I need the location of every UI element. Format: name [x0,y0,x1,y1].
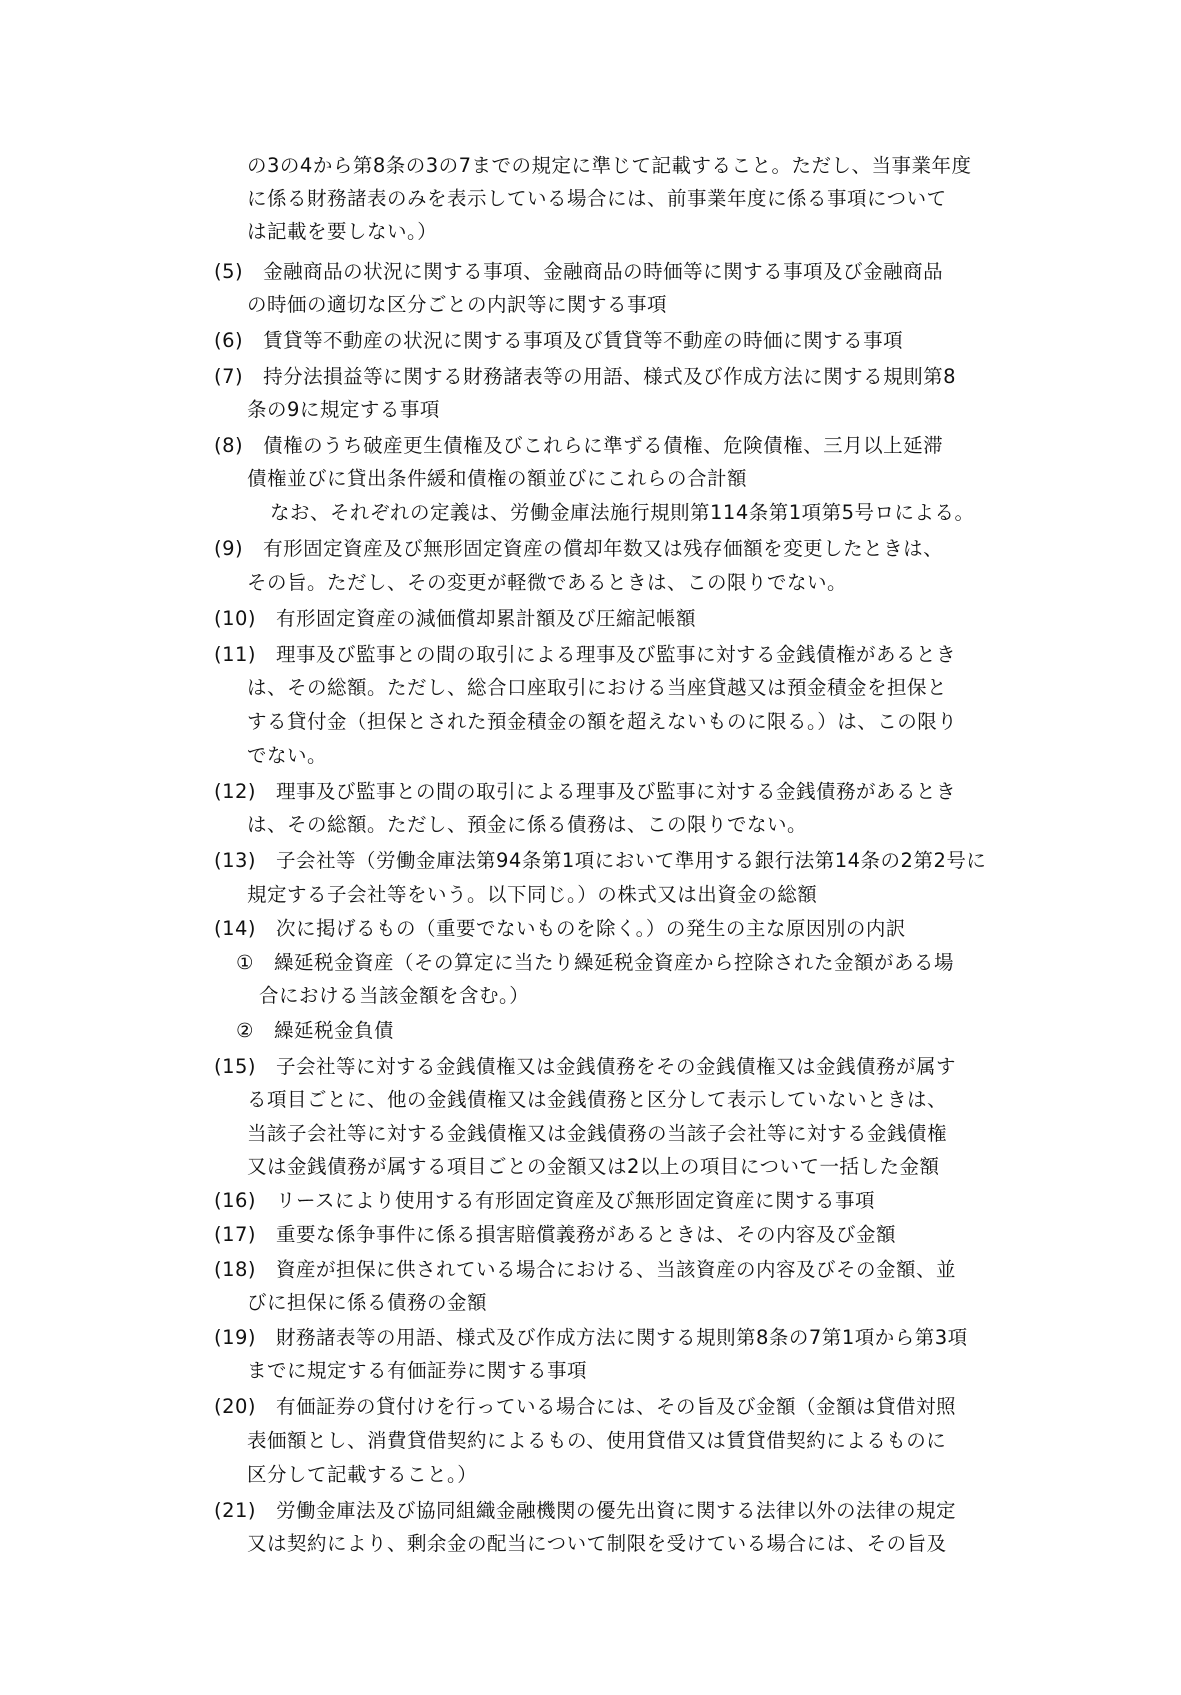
text-line: 又は金銭債務が属する項目ごとの金額又は2以上の項目について一括した金額 [247,1155,940,1178]
text-line: なお、それぞれの定義は、労働金庫法施行規則第114条第1項第5号ロによる。 [270,501,975,524]
list-item-21: (21) 労働金庫法及び協同組織金融機関の優先出資に関する法律以外の法律の規定 [214,1499,957,1522]
text-line: は、その総額。ただし、預金に係る債務は、この限りでない。 [247,813,808,836]
list-item-17: (17) 重要な係争事件に係る損害賠償義務があるときは、その内容及び金額 [214,1223,897,1246]
list-item-18: (18) 資産が担保に供されている場合における、当該資産の内容及びその金額、並 [214,1258,957,1281]
text-line: その旨。ただし、その変更が軽微であるときは、この限りでない。 [247,571,848,594]
list-item-12: (12) 理事及び監事との間の取引による理事及び監事に対する金銭債務があるとき [214,780,957,803]
text-line: 又は契約により、剰余金の配当について制限を受けている場合には、その旨及 [247,1532,947,1555]
list-item-5: (5) 金融商品の状況に関する事項、金融商品の時価等に関する事項及び金融商品 [214,260,944,283]
sub-item-1: ① 繰延税金資産（その算定に当たり繰延税金資産から控除された金額がある場 [236,951,954,974]
list-item-14: (14) 次に掲げるもの（重要でないものを除く。）の発生の主な原因別の内訳 [214,917,906,940]
list-item-9: (9) 有形固定資産及び無形固定資産の償却年数又は残存価額を変更したときは、 [214,537,944,560]
text-line: 当該子会社等に対する金銭債権又は金銭債務の当該子会社等に対する金銭債権 [247,1122,948,1145]
text-line: 区分して記載すること。） [247,1463,478,1486]
list-item-16: (16) リースにより使用する有形固定資産及び無形固定資産に関する事項 [214,1189,876,1212]
text-line: の時価の適切な区分ごとの内訳等に関する事項 [247,293,668,316]
list-item-8: (8) 債権のうち破産更生債権及びこれらに準ずる債権、危険債権、三月以上延滞 [214,434,944,457]
text-line: 合における当該金額を含む。） [259,984,530,1007]
text-line: 規定する子会社等をいう。以下同じ。）の株式又は出資金の総額 [247,883,818,906]
text-line: に係る財務諸表のみを表示している場合には、前事業年度に係る事項について [247,187,947,210]
text-line: る項目ごとに、他の金銭債権又は金銭債務と区分して表示していないときは、 [247,1088,948,1111]
text-line: 債権並びに貸出条件緩和債権の額並びにこれらの合計額 [247,467,748,490]
list-item-19: (19) 財務諸表等の用語、様式及び作成方法に関する規則第8条の7第1項から第3項 [214,1326,968,1349]
text-line: びに担保に係る債務の金額 [247,1291,488,1314]
text-line: 条の9に規定する事項 [247,398,440,421]
list-item-10: (10) 有形固定資産の減価償却累計額及び圧縮記帳額 [214,607,697,630]
text-line: でない。 [247,744,328,767]
text-line: は記載を要しない。） [247,220,438,243]
list-item-15: (15) 子会社等に対する金銭債権又は金銭債務をその金銭債権又は金銭債務が属す [214,1055,957,1078]
list-item-11: (11) 理事及び監事との間の取引による理事及び監事に対する金銭債権があるとき [214,643,957,666]
list-item-7: (7) 持分法損益等に関する財務諸表等の用語、様式及び作成方法に関する規則第8 [214,365,957,388]
list-item-6: (6) 賃貸等不動産の状況に関する事項及び賃貸等不動産の時価に関する事項 [214,329,904,352]
sub-item-2: ② 繰延税金負債 [236,1019,394,1042]
text-line: は、その総額。ただし、総合口座取引における当座貸越又は預金積金を担保と [247,676,948,699]
text-line: までに規定する有価証券に関する事項 [247,1359,588,1382]
text-line: の3の4から第8条の3の7までの規定に準じて記載すること。ただし、当事業年度 [247,154,972,177]
text-line: 表価額とし、消費貸借契約によるもの、使用貸借又は賃貸借契約によるものに [247,1429,947,1452]
list-item-13: (13) 子会社等（労働金庫法第94条第1項において準用する銀行法第14条の2第2号に [214,849,987,872]
text-line: する貸付金（担保とされた預金積金の額を超えないものに限る。）は、この限り [247,710,958,733]
list-item-20: (20) 有価証券の貸付けを行っている場合には、その旨及び金額（金額は貸借対照 [214,1395,957,1418]
